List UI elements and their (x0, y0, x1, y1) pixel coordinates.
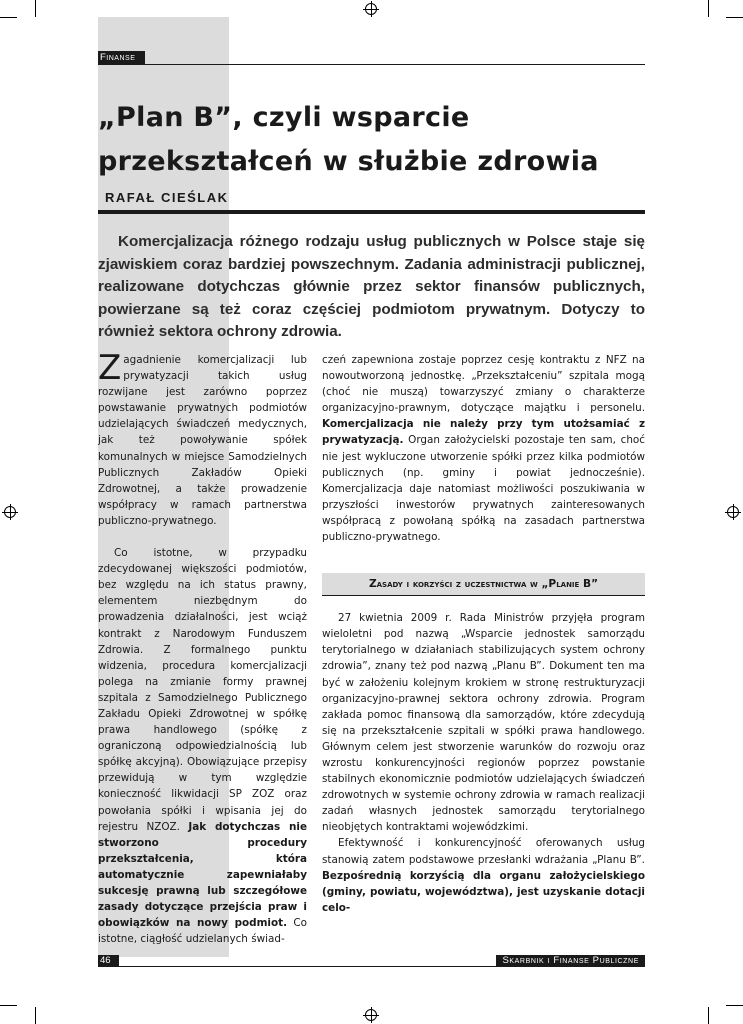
registration-mark-icon (365, 1009, 377, 1021)
paragraph-text: czeń zapewniona zostaje poprzez cesję kontraktu z NFZ na nowoutworzoną jednostkę. „Przekształceniu” szpitala mogą (choć nie muszą) towarzyszyć zmiany o charakterze organizacyjno-prawnym, dotyczące majątku i personelu. (322, 354, 645, 415)
paragraph-bold: Jak dotychczas nie stworzono procedury przekształcenia, która automatycznie zapewniałaby sukcesję prawną lub szczegółowe zasady dotyczące przejścia praw i obowiązków na nowy podmiot. (98, 820, 307, 930)
paragraph-text: Organ założycielski pozostaje ten sam, choć nie jest wykluczone utworzenie spółki przez kilka podmiotów publicznych (np. gminy i powiat jednocześnie). Komercjalizacja daje natomiast możliwości poszukiwania w przyszłości inwestorów prywatnych zainteresowanych współpracą z powołaną spółką na zasadach partnerstwa publiczno-prywatnego. (322, 434, 645, 544)
section-subheading: Zasady i korzyści z uczestnictwa w „Planie B” (322, 573, 645, 596)
article-title: „Plan B”, czyli wsparcie przekształceń w służbie zdrowia (98, 102, 599, 177)
crop-mark-icon (0, 1005, 17, 1006)
journal-name: Skarbnik i Finanse Publiczne (496, 955, 645, 967)
drop-cap: Z (98, 348, 122, 388)
paragraph-text: agadnienie komercjalizacji lub prywatyzacji takich usług rozwijane jest zarówno poprzez powstawanie prywatnych podmiotów udzielających świadczeń medycznych, jak też powoływanie spółek komunalnych w miejsce Samodzielnych Publicznych Zakładów Opieki Zdrowotnej, a także prowadzenie współpracy w ramach partnerstwa publiczno-prywatnego. (98, 354, 307, 527)
paragraph-text: Co istotne, w przypadku zdecydowanej większości podmiotów, bez względu na ich status prawny, elementem niezbędnym do prowadzenia działalności, jest wciąż kontrakt z Narodowym Funduszem Zdrowia. Z formalnego punktu widzenia, procedura komercjalizacji polega na zmianie formy prawnej szpitala z Samodzielnego Publicznego Zakładu Opieki Zdrowotnej w spółkę prawa handlowego (spółkę z ograniczoną odpowiedzialnością lub spółkę akcyjną). Obowiązujące przepisy przewidują w tym względzie konieczność likwidacji SP ZOZ oraz powołania spółki i wpisania jej do rejestru NZOZ. (98, 547, 307, 833)
section-rule (98, 64, 645, 65)
paragraph (98, 348, 307, 529)
paragraph-bold: Komercjalizacja nie należy przy tym utożsamiać z prywatyzacją. (322, 418, 645, 447)
title-rule (98, 210, 645, 214)
registration-mark-icon (727, 506, 739, 518)
crop-mark-icon (35, 1007, 36, 1024)
paragraph-bold: Bezpośrednią korzyścią dla organu założycielskiego (gminy, powiatu, województwa), jest uzyskanie dotacji celo- (322, 869, 645, 914)
registration-mark-icon (4, 506, 16, 518)
paragraph-text: Efektywność i konkurencyjność oferowanych usług stanowią zatem podstawowe przesłanki wdrażania „Planu B”. (322, 837, 645, 866)
paragraph (98, 545, 307, 947)
paragraph (322, 352, 645, 545)
page-number: 46 (98, 955, 119, 967)
crop-mark-icon (0, 17, 17, 18)
text-column-left (98, 348, 307, 947)
section-label: Finanse (98, 51, 145, 65)
paragraph-text: Co istotne, ciągłość udzielanych świad- (98, 917, 307, 946)
crop-mark-icon (726, 1005, 743, 1006)
paragraph: 27 kwietnia 2009 r. Rada Ministrów przyjęła program wieloletni pod nazwą „Wsparcie jednostek samorządu terytorialnego w działaniach stabilizujących system ochrony zdrowia”, znany też pod nazwą „Planu B”. Dokument ten ma być w założeniu kolejnym krokiem w stronę restrukturyzacji organizacyjno-prawnej sektora ochrony zdrowia. Program zakłada pomoc finansową dla samorządów, które zdecydują się na przekształcenie szpitali w spółki prawa handlowego. Głównym celem jest stworzenie warunków do rozwoju oraz wzrostu konkurencyjności regionów poprzez powstanie stabilnych ekonomicznie podmiotów udzielających świadczeń zdrowotnych w systemie ochrony zdrowia w ramach realizacji zadań własnych jednostek samorządu terytorialnego nieobjętych kontraktami wojewódzkimi. (322, 612, 645, 834)
crop-mark-icon (726, 17, 743, 18)
paragraph (322, 835, 645, 915)
text-column-right (322, 352, 645, 916)
article-author: RAFAŁ CIEŚLAK (105, 190, 229, 205)
article-lead: Komercjalizacja różnego rodzaju usług publicznych w Polsce staje się zjawiskiem coraz bardziej powszechnym. Zadania administracji publicznej, realizowane dotychczas głównie przez sektor finansów publicznych, powierzane są też coraz częściej podmiotom prywatnym. Dotyczy to również sektora ochrony zdrowia. (98, 233, 645, 341)
crop-mark-icon (708, 1007, 709, 1024)
registration-mark-icon (365, 3, 377, 15)
crop-mark-icon (708, 0, 709, 17)
crop-mark-icon (35, 0, 36, 17)
